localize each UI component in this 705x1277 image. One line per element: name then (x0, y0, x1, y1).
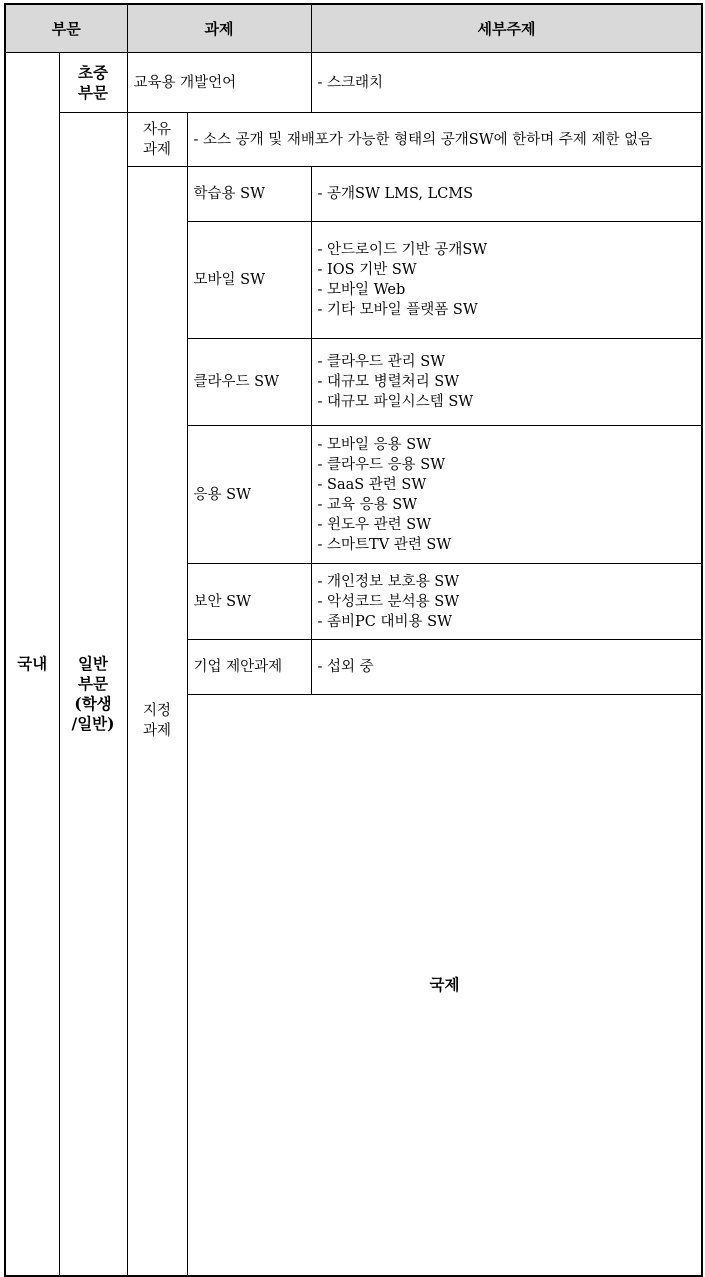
topics-application (311, 426, 702, 564)
topic-item: - 교육 응용 SW (317, 496, 418, 513)
free-task-topic: - 소스 공개 및 재배포가 가능한 형태의 공개SW에 한하며 주제 제한 없음 (187, 113, 702, 167)
topics-cloud (311, 339, 702, 426)
topic-item: - 대규모 파일시스템 SW (317, 394, 474, 410)
topic-item: - 악성코드 분석용 SW (317, 593, 460, 610)
topic-item: - 좀비PC 대비용 SW (317, 613, 452, 630)
topics-learning (311, 167, 702, 222)
topics-security (311, 564, 702, 640)
international-label: 국제 (187, 695, 702, 1277)
elementary-label: 초중 부문 (59, 53, 127, 113)
topic-item: - 안드로이드 기반 공개SW (317, 242, 488, 258)
topic-item: - 개인정보 보호용 SW (317, 573, 460, 590)
task-learning: 학습용 SW (187, 167, 311, 222)
topic-item: - 섭외 중 (317, 659, 374, 675)
header-task: 과제 (127, 4, 311, 53)
task-cloud: 클라우드 SW (187, 339, 311, 426)
task-corporate: 기업 제안과제 (187, 640, 311, 695)
general-label: 일반 부문 (학생 /일반) (59, 113, 127, 1277)
topic-item: - 기타 모바일 플랫폼 SW (317, 302, 478, 318)
topic-item: - 클라우드 응용 SW (317, 456, 446, 473)
topic-item: - 대규모 병렬처리 SW (317, 374, 460, 390)
topic-item: - 윈도우 관련 SW (317, 516, 432, 533)
topic-item: - 클라우드 관리 SW (317, 354, 446, 370)
free-task-label: 자유 과제 (127, 113, 187, 167)
topic-item: - 공개SW LMS, LCMS (317, 186, 474, 202)
topics-corporate (311, 640, 702, 695)
topic-item: - IOS 기반 SW (317, 262, 417, 278)
header-topic: 세부주제 (311, 4, 702, 53)
competition-topics-table (4, 3, 703, 1277)
topic-item: - 모바일 Web (317, 282, 406, 298)
header-division: 부문 (5, 4, 127, 53)
header-row (5, 4, 702, 53)
table-row (5, 53, 702, 113)
elementary-task: 교육용 개발언어 (127, 53, 311, 113)
topic-item: - 스마트TV 관련 SW (317, 536, 452, 553)
task-security: 보안 SW (187, 564, 311, 640)
elementary-topic: - 스크래치 (311, 53, 702, 113)
designated-task-label: 지정 과제 (127, 167, 187, 1277)
topic-item: - SaaS 관련 SW (317, 476, 427, 493)
table-row (5, 113, 702, 167)
topic-item: - 모바일 응용 SW (317, 436, 432, 453)
task-mobile: 모바일 SW (187, 222, 311, 339)
topics-mobile (311, 222, 702, 339)
task-application: 응용 SW (187, 426, 311, 564)
domestic-label: 국내 (5, 53, 59, 1277)
